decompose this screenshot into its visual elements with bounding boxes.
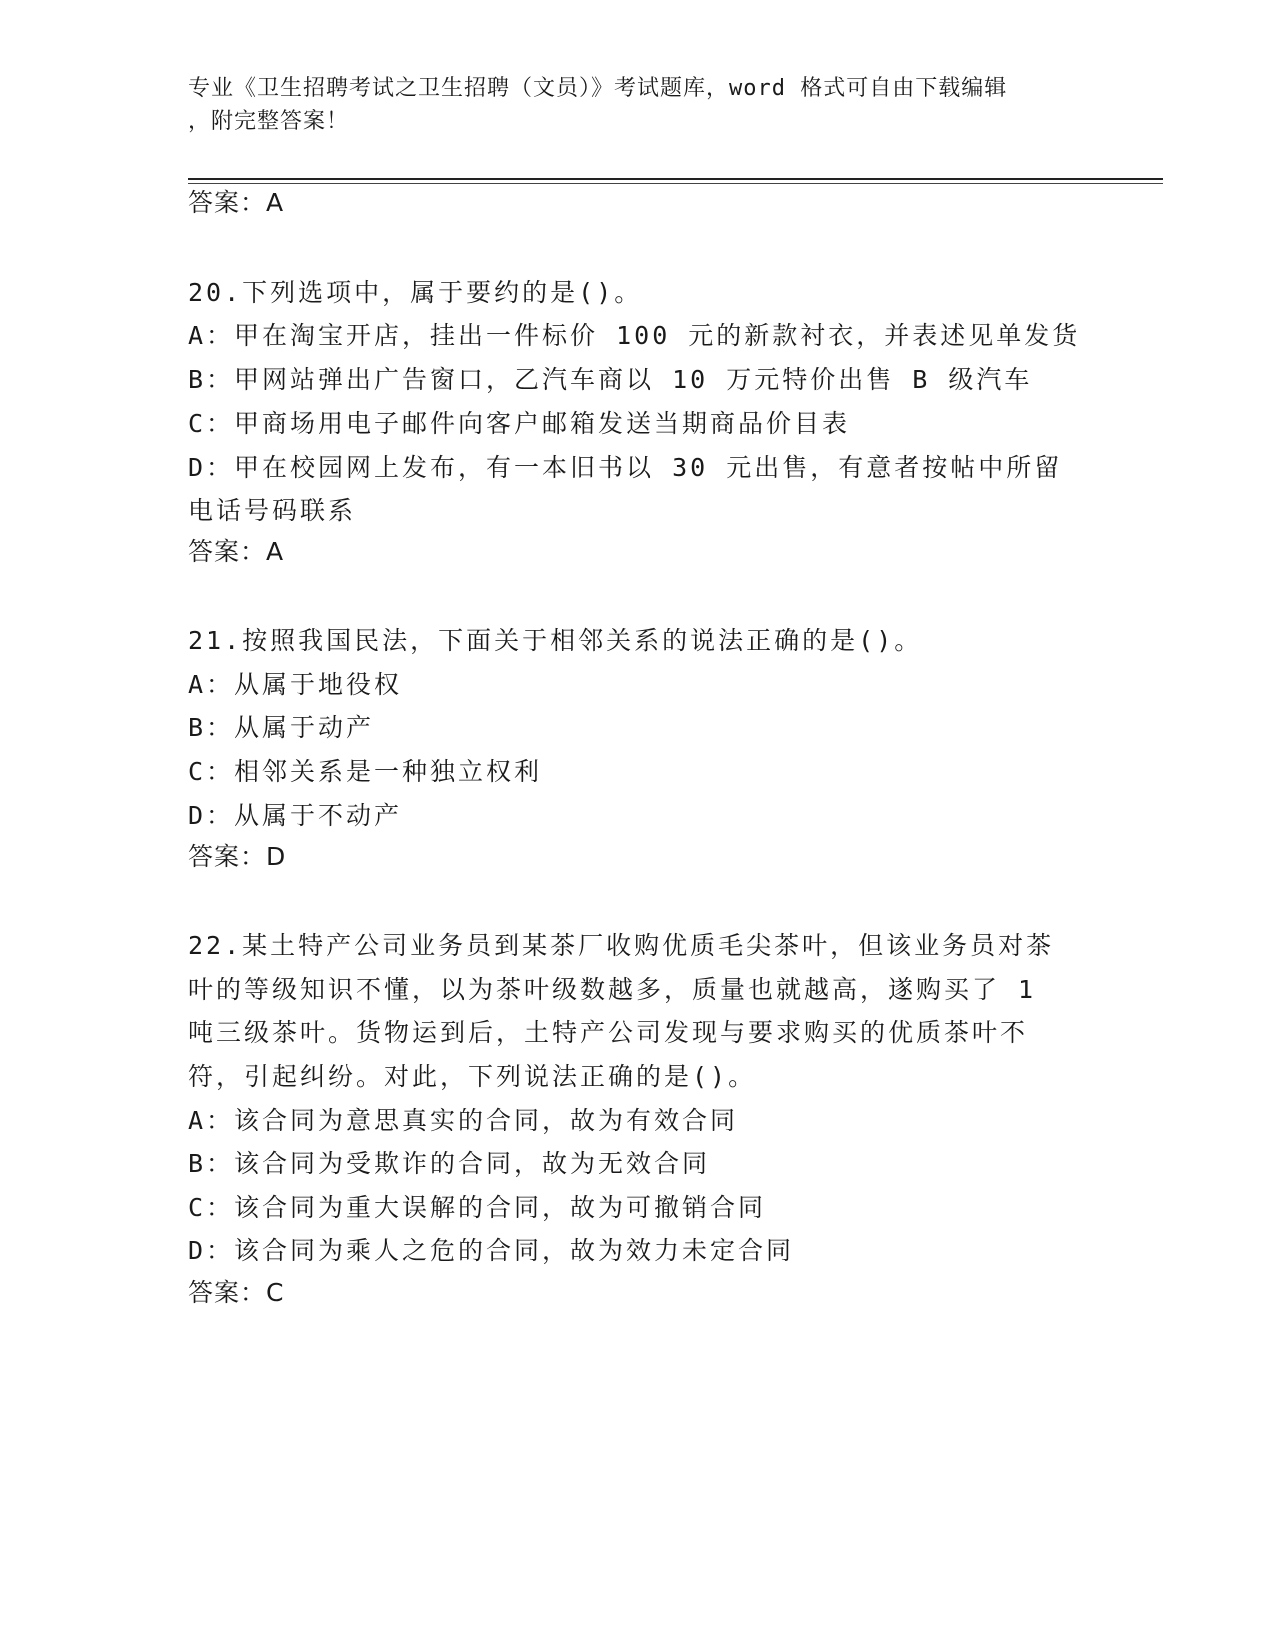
q21-answer: 答案：D xyxy=(188,842,287,871)
q20-stem: 20.下列选项中，属于要约的是()。 xyxy=(188,278,643,307)
q22-stem-line2: 叶的等级知识不懂，以为茶叶级数越多，质量也就越高，遂购买了 1 xyxy=(188,975,1037,1004)
q22-option-d: D：该合同为乘人之危的合同，故为效力未定合同 xyxy=(188,1236,795,1265)
q22-stem-line1: 22.某土特产公司业务员到某茶厂收购优质毛尖茶叶，但该业务员对茶 xyxy=(188,931,1055,960)
header-divider-thick xyxy=(188,178,1163,180)
q21-option-d: D：从属于不动产 xyxy=(188,801,403,830)
q21-option-b: B：从属于动产 xyxy=(188,713,375,742)
header-divider-thin xyxy=(188,183,1163,184)
q22-option-a: A：该合同为意思真实的合同，故为有效合同 xyxy=(188,1106,739,1135)
q22-stem-line4: 符，引起纠纷。对此，下列说法正确的是()。 xyxy=(188,1062,757,1091)
q22-option-b: B：该合同为受欺诈的合同，故为无效合同 xyxy=(188,1149,711,1178)
q21-option-c: C：相邻关系是一种独立权利 xyxy=(188,757,543,786)
q20-option-a: A：甲在淘宝开店，挂出一件标价 100 元的新款衬衣，并表述见单发货 xyxy=(188,321,1081,350)
q20-option-d-line1: D：甲在校园网上发布，有一本旧书以 30 元出售，有意者按帖中所留 xyxy=(188,453,1063,482)
q20-option-c: C：甲商场用电子邮件向客户邮箱发送当期商品价目表 xyxy=(188,409,851,438)
q22-answer: 答案：C xyxy=(188,1278,285,1307)
q20-option-b: B：甲网站弹出广告窗口，乙汽车商以 10 万元特价出售 B 级汽车 xyxy=(188,365,1033,394)
q22-option-c: C：该合同为重大误解的合同，故为可撤销合同 xyxy=(188,1193,767,1222)
q21-stem: 21.按照我国民法，下面关于相邻关系的说法正确的是()。 xyxy=(188,626,923,655)
q20-option-d-line2: 电话号码联系 xyxy=(188,496,357,525)
header-line-2: ，附完整答案！ xyxy=(188,109,350,134)
q21-option-a: A：从属于地役权 xyxy=(188,670,403,699)
q20-answer: 答案：A xyxy=(188,537,285,566)
document-header xyxy=(188,72,1078,138)
previous-answer: 答案：A xyxy=(188,188,285,217)
header-line-1: 专业《卫生招聘考试之卫生招聘（文员）》考试题库，word 格式可自由下载编辑 xyxy=(188,76,1008,101)
q22-stem-line3: 吨三级茶叶。货物运到后，土特产公司发现与要求购买的优质茶叶不 xyxy=(188,1018,1029,1047)
